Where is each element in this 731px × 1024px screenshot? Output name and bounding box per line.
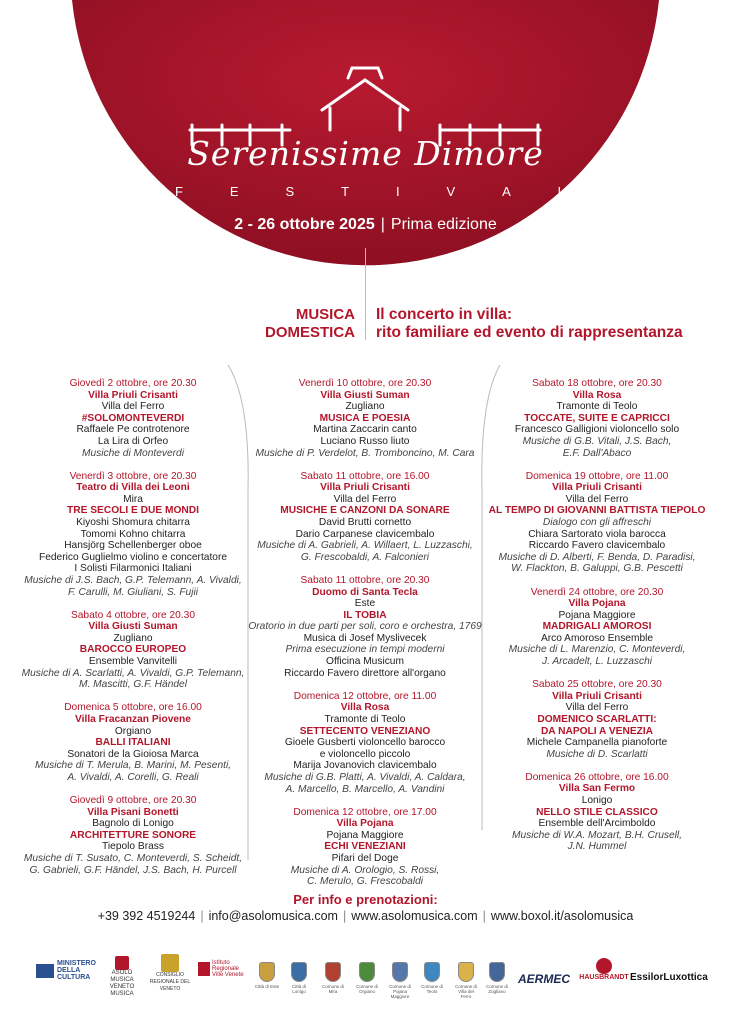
program-column-3 [472,378,722,864]
concert-event [472,471,722,575]
comune-name: Comune di Villa del Ferro [455,984,477,999]
comune-name: Comune di Pojana Maggiore [389,984,411,999]
event-detail: e violoncello piccolo [319,748,411,760]
event-detail: Musiche di J.S. Bach, G.P. Telemann, A. Vivaldi, [24,575,242,586]
event-title: DA NAPOLI A VENEZIA [540,725,654,737]
comune-name: Comune di Mira [322,984,344,994]
irvv-logo [198,960,250,978]
event-detail: Chiara Sartorato viola barocca [528,528,666,540]
asolo-logo [100,956,144,998]
event-venue: Villa Fracanzan Piovene [75,713,191,725]
event-detail: A. Marcello, B. Marcello, A. Vandini [285,783,445,795]
event-venue: Villa San Fermo [558,783,636,795]
concert-event [240,378,490,459]
event-detail: Riccardo Favero clavicembalo [528,540,666,552]
concert-event [8,610,258,691]
irvv-text: Istituto Regionale Ville Venete [212,960,244,978]
hausbrandt-icon [596,958,612,974]
event-detail: C. Merulo, G. Frescobaldi [306,876,424,888]
event-title: TOCCATE, SUITE E CAPRICCI [524,412,670,424]
concert-event [8,702,258,783]
concert-event [8,378,258,459]
phone-link[interactable]: +39 392 4519244 [97,909,196,923]
event-venue: Villa Rosa [572,389,622,401]
website-link[interactable]: www.asolomusica.com [351,909,478,923]
asolo-text: ASOLO MUSICA VENETO MUSICA [109,970,135,997]
event-detail: Musiche di G.B. Platti, A. Vivaldi, A. Caldara, [264,771,466,783]
concert-event [8,795,258,876]
crest-icon [325,962,341,982]
event-place: Pojana Maggiore [558,609,636,621]
booking-link[interactable]: www.boxol.it/asolomusica [490,909,634,923]
event-detail: A. Vivaldi, A. Corelli, G. Reali [67,771,199,783]
event-detail: Musiche di T. Merula, B. Marini, M. Pesenti, [34,760,232,772]
event-venue: Villa Pojana [336,818,394,830]
event-venue: Teatro di Villa dei Leoni [76,482,190,494]
event-detail: Federico Guglielmo violino e concertatore [39,551,227,563]
event-date: Domenica 19 ottobre, ore 11.00 [525,470,669,482]
event-detail: Oratorio in due parti per soli, coro e orchestra, 1769 [248,621,482,633]
event-title: AL TEMPO DI GIOVANNI BATTISTA TIEPOLO [488,505,706,517]
program-column-1 [8,378,258,888]
event-detail: David Brutti cornetto [318,517,412,529]
concert-event [240,807,490,888]
event-detail: Prima esecuzione in tempi moderni [285,644,445,656]
event-venue: Villa Pojana [568,598,626,610]
event-date: Domenica 5 ottobre, ore 16.00 [64,702,202,714]
event-detail: Musiche di D. Scarlatti [546,748,648,760]
concert-event [472,587,722,668]
event-venue: Duomo di Santa Tecla [312,586,418,598]
event-date: Venerdì 10 ottobre, ore 20.30 [298,378,432,389]
concert-event [240,691,490,795]
event-detail: Musiche di Monteverdi [82,447,184,459]
event-venue: Villa Pisani Bonetti [87,806,179,818]
dates-text: 2 - 26 ottobre 2025 [234,216,375,233]
event-venue: Villa Priuli Crisanti [88,389,178,401]
consiglio-text: CONSIGLIO REGIONALE DEL VENETO [149,972,191,992]
event-detail: Tomomi Kohno chitarra [80,528,186,540]
event-detail: W. Flackton, B. Galuppi, G.B. Pescetti [511,563,683,575]
event-detail: Raffaele Pe controtenore [76,424,190,436]
event-detail: Tiepolo Brass [102,841,164,853]
comune-name: Città di Este [254,984,280,989]
event-place: Villa del Ferro [101,401,165,413]
event-title: DOMENICO SCARLATTI: [537,713,657,725]
event-detail: Musiche di L. Marenzio, C. Monteverdi, [508,644,686,656]
festival-word [175,184,565,199]
comune-name: Comune di Orgiano [356,984,378,994]
event-detail: F. Carulli, M. Giuliani, S. Fujii [67,586,199,598]
aermec-logo: AERMEC [518,972,571,986]
event-detail: Musiche di G.B. Vitali, J.S. Bach, [522,435,672,447]
event-detail: J.N. Hummel [567,841,627,853]
event-place: Zugliano [113,632,153,644]
email-link[interactable]: info@asolomusica.com [208,909,338,923]
crest-icon [291,962,307,982]
event-date: Venerdì 3 ottobre, ore 20.30 [69,470,197,482]
event-detail: Musiche di D. Alberti, F. Benda, D. Paradisi, [498,551,696,563]
event-date: Domenica 12 ottobre, ore 11.00 [293,690,437,702]
festival-letter: V [446,184,456,199]
section-subtitle-line: Il concerto in villa: [376,306,513,323]
event-place: Lonigo [581,795,613,806]
event-detail: I Solisti Filarmonici Italiani [74,563,192,575]
festival-letter: A [502,184,511,199]
comune-name: Comune di Zugliano [486,984,508,994]
hausbrandt-text: HAUSBRANDT [579,974,629,981]
event-title: BAROCCO EUROPEO [79,644,187,656]
event-title: BALLI ITALIANI [95,737,171,749]
event-detail: Musiche di A. Scarlatti, A. Vivaldi, G.P. Telemann, [21,667,245,679]
festival-name: Serenissime Dimore [187,134,544,173]
crest-icon [458,962,474,982]
event-detail: Kiyoshi Shomura chitarra [76,517,190,529]
event-title: MUSICA E POESIA [319,412,411,424]
hausbrandt-logo [578,958,630,981]
festival-letter: E [229,184,239,199]
event-date: Domenica 12 ottobre, ore 17.00 [293,806,437,818]
event-date: Sabato 18 ottobre, ore 20.30 [532,378,662,389]
event-place: Bagnolo di Lonigo [92,818,174,830]
event-detail: M. Mascitti, G.F. Händel [79,679,187,691]
event-place: Zugliano [345,401,385,413]
event-place: Pojana Maggiore [326,829,404,841]
event-title: ECHI VENEZIANI [324,841,406,853]
event-venue: Villa Giusti Suman [88,621,178,633]
event-detail: Martina Zaccarin canto [313,424,417,436]
event-detail: Musica di Josef Myslivecek [303,632,427,644]
ministero-logo [36,960,96,981]
event-venue: Villa Rosa [340,702,390,714]
event-title: SETTECENTO VENEZIANO [299,725,431,737]
festival-letter: L [557,184,565,199]
event-title: #SOLOMONTEVERDI [81,412,185,424]
section-subtitle-line: rito familiare ed evento di rappresentanza [376,324,683,341]
concert-event [472,772,722,853]
event-detail: Ensemble dell'Arcimboldo [538,818,656,830]
divider-line [365,248,366,340]
program-column-2 [240,378,490,899]
event-title: ARCHITETTURE SONORE [69,829,197,841]
section-label-line: DOMESTICA [265,324,355,341]
crest-icon [359,962,375,982]
event-detail: G. Frescobaldi, A. Falconieri [300,551,430,563]
event-detail: Pifari del Doge [331,852,399,864]
event-place: Mira [123,493,143,505]
comune-name: Comune di Teolo [421,984,443,994]
irvv-icon [198,962,210,976]
crest-icon [424,962,440,982]
festival-letter: F [175,184,183,199]
comune-name: Città di Lonigo [291,984,306,994]
event-date: Giovedì 9 ottobre, ore 20.30 [69,795,197,806]
ministero-icon [36,964,54,978]
crest-icon [489,962,505,982]
event-detail: Riccardo Favero direttore all'organo [284,667,446,679]
event-date: Sabato 11 ottobre, ore 16.00 [300,470,430,482]
event-title: TRE SECOLI E DUE MONDI [67,505,199,517]
event-date: Giovedì 2 ottobre, ore 20.30 [69,378,197,389]
event-detail: Officina Musicum [326,656,404,668]
event-place: Orgiano [114,725,152,737]
event-detail: Francesco Galligioni violoncello solo [514,424,680,436]
event-detail: Arco Amoroso Ensemble [540,632,654,644]
concert-event [240,575,490,679]
concert-event [472,679,722,760]
event-detail: Dialogo con gli affreschi [542,517,652,529]
info-title: Per info e prenotazioni: [293,892,438,907]
event-detail: Dario Carpanese clavicembalo [295,528,435,540]
event-detail: La Lira di Orfeo [97,435,169,447]
event-detail: Musiche di W.A. Mozart, B.H. Crusell, [511,829,683,841]
event-detail: Gioele Gusberti violoncello barocco [284,737,446,749]
section-label [240,306,355,342]
event-venue: Villa Priuli Crisanti [320,482,410,494]
event-place: Villa del Ferro [565,493,629,505]
event-detail: Musiche di P. Verdelot, B. Tromboncino, M. Cara [255,447,475,459]
event-detail: E.F. Dall'Abaco [562,447,632,459]
event-date: Venerdì 24 ottobre, ore 20.30 [530,586,664,598]
event-venue: Villa Giusti Suman [320,389,410,401]
event-detail: Ensemble Vanvitelli [88,656,178,668]
event-venue: Villa Priuli Crisanti [552,690,642,702]
event-date: Sabato 25 ottobre, ore 20.30 [532,679,662,691]
event-detail: Hansjörg Schellenberger oboe [64,540,202,552]
event-detail: Marija Jovanovich clavicembalo [293,760,437,772]
event-detail: Sonatori de la Gioiosa Marca [67,748,199,760]
essilor-logo: EssilorLuxottica [630,972,708,983]
event-title: MADRIGALI AMOROSI [542,621,652,633]
event-detail: J. Arcadelt, L. Luzzaschi [541,656,653,668]
event-detail: Michele Campanella pianoforte [526,737,668,749]
event-place: Villa del Ferro [565,702,629,714]
festival-letter: S [285,184,295,199]
crest-icon [259,962,275,982]
festival-dates: 2 - 26 ottobre 2025 | Prima edizione [234,216,497,233]
edition-text: Prima edizione [390,216,497,233]
event-place: Tramonte di Teolo [556,401,638,413]
event-title: NELLO STILE CLASSICO [536,806,658,818]
festival-letter: T [341,184,350,199]
concert-event [240,471,490,564]
event-title: IL TOBIA [343,609,387,621]
consiglio-logo [148,954,192,993]
event-title: MUSICHE E CANZONI DA SONARE [280,505,450,517]
crest-icon [392,962,408,982]
info-contacts: +39 392 4519244 | info@asolomusica.com | www.asolomusica.com | www.boxol.it/asolomusica [97,909,634,923]
event-detail: Luciano Russo liuto [320,435,410,447]
section-label-line: MUSICA [295,306,355,323]
concert-event [8,471,258,599]
event-detail: G. Gabrieli, G.F. Händel, J.S. Bach, H. Purcell [29,864,237,876]
section-subtitle [376,306,716,342]
concert-event [472,378,722,459]
event-place: Tramonte di Teolo [324,713,406,725]
event-place: Este [354,598,376,610]
event-detail: Musiche di T. Susato, C. Monteverdi, S. Scheidt, [23,852,243,864]
event-date: Sabato 4 ottobre, ore 20.30 [70,609,196,621]
event-detail: Musiche di A. Orologio, S. Rossi, [290,864,440,876]
event-detail: Musiche di A. Gabrieli, A. Willaert, L. Luzzaschi, [257,540,473,552]
event-place: Villa del Ferro [333,493,397,505]
festival-letter: I [395,184,400,199]
event-date: Domenica 26 ottobre, ore 16.00 [525,771,669,783]
consiglio-icon [161,954,179,972]
asolo-icon [115,956,129,970]
event-venue: Villa Priuli Crisanti [552,482,642,494]
ministero-text: MINISTERO DELLA CULTURA [57,960,96,981]
sponsor-bar [0,950,731,1010]
event-date: Sabato 11 ottobre, ore 20.30 [300,574,430,586]
